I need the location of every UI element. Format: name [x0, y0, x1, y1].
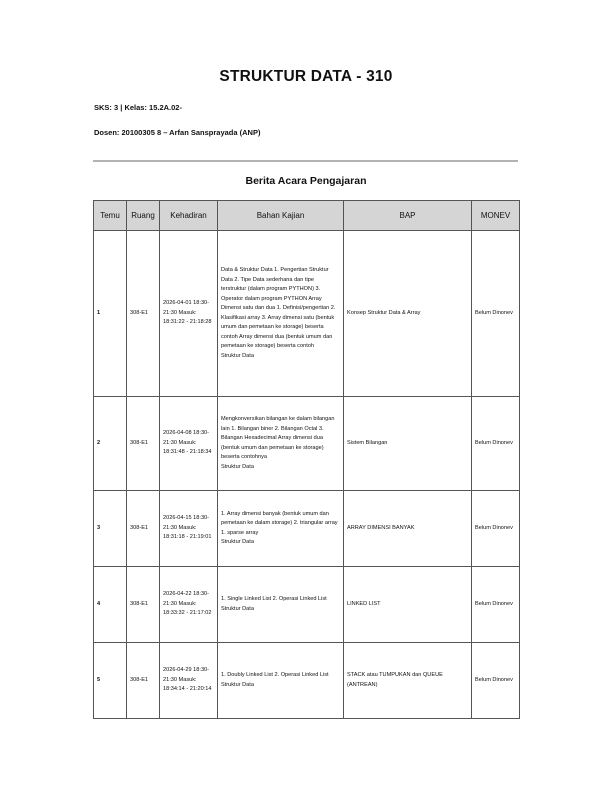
header-kehadiran: Kehadiran: [160, 201, 218, 231]
table-row: [94, 231, 520, 397]
bahan-tag: Struktur Data: [221, 352, 254, 359]
bahan-text: 1. Array dimensi banyak (bentuk umum dan pemetaan ke dalam storage) 2. triangular array 1. sparse array: [221, 510, 338, 536]
cell-monev: Belum Dinonev: [472, 567, 520, 643]
cell-bap: Sistem Bilangan: [344, 397, 472, 491]
cell-temu: 2: [94, 397, 127, 491]
header-monev: MONEV: [472, 201, 520, 231]
cell-ruang: 308-E1: [127, 397, 160, 491]
cell-ruang: 308-E1: [127, 643, 160, 719]
bahan-text: Mengkonversikan bilangan ke dalam bilangan lain 1. Bilangan biner 2. Bilangan Octal 3. Bilangan Hexadecimal Array dimensi dua (bentuk umum dan pemetaan ke storage) beserta contohnya: [221, 416, 335, 460]
cell-bahan-kajian: [218, 491, 344, 567]
cell-temu: 1: [94, 231, 127, 397]
cell-ruang: 308-E1: [127, 491, 160, 567]
cell-kehadiran: 2026-04-22 18:30-21:30 Masuk: 18:33:32 - 21:17:02: [160, 567, 218, 643]
header-temu: Temu: [94, 201, 127, 231]
cell-bap: ARRAY DIMENSI BANYAK: [344, 491, 472, 567]
bahan-tag: Struktur Data: [221, 681, 254, 688]
cell-ruang: 308-E1: [127, 567, 160, 643]
cell-bahan-kajian: [218, 231, 344, 397]
header-ruang: Ruang: [127, 201, 160, 231]
sks-kelas-line: SKS: 3 | Kelas: 15.2A.02-: [94, 103, 182, 112]
dosen-line: Dosen: 20100305 8 – Arfan Sansprayada (ANP): [94, 128, 261, 137]
bahan-tag: Struktur Data: [221, 539, 254, 545]
bahan-text: 1. Doubly Linked List 2. Operasi Linked List: [221, 672, 329, 678]
table-row: [94, 491, 520, 567]
table-header-row: [94, 201, 520, 231]
bap-table: [93, 200, 520, 719]
cell-temu: 5: [94, 643, 127, 719]
page-title: STRUKTUR DATA - 310: [219, 68, 393, 85]
bahan-text: 1. Single Linked List 2. Operasi Linked List: [221, 596, 327, 602]
bahan-tag: Struktur Data: [221, 463, 254, 470]
cell-bahan-kajian: [218, 567, 344, 643]
table-row: [94, 643, 520, 719]
cell-bap: STACK atau TUMPUKAN dan QUEUE (ANTREAN): [344, 643, 472, 719]
cell-temu: 4: [94, 567, 127, 643]
cell-monev: Belum Dinonev: [472, 491, 520, 567]
section-title: Berita Acara Pengajaran: [245, 175, 367, 187]
cell-kehadiran: 2026-04-08 18:30-21:30 Masuk: 18:31:48 - 21:18:34: [160, 397, 218, 491]
cell-bahan-kajian: [218, 397, 344, 491]
header-bahan-kajian: Bahan Kajian: [218, 201, 344, 231]
table-row: [94, 567, 520, 643]
header-bap: BAP: [344, 201, 472, 231]
bahan-text: Data & Struktur Data 1. Pengertian Struktur Data 2. Tipe Data sederhana dan tipe terstruktur (dalam program PYTHON) 3. Operator dalam program PYTHON Array Dimensi satu dan dua 1. Definisi/pengertian 2. Klasifikasi array 3. Array dimensi satu (bentuk umum dan pemetaan ke storage) beserta contoh Array dimensi dua (bentuk umum dan pemetaan ke storage) beserta contoh: [221, 267, 336, 349]
cell-monev: Belum Dinonev: [472, 231, 520, 397]
cell-bap: Konsep Struktur Data & Array: [344, 231, 472, 397]
cell-bahan-kajian: [218, 643, 344, 719]
cell-bap: LINKED LIST: [344, 567, 472, 643]
cell-kehadiran: 2026-04-01 18:30-21:30 Masuk: 18:31:22 - 21:18:28: [160, 231, 218, 397]
cell-temu: 3: [94, 491, 127, 567]
bahan-tag: Struktur Data: [221, 605, 254, 612]
cell-kehadiran: 2026-04-15 18:30-21:30 Masuk: 18:31:18 - 21:19:01: [160, 491, 218, 567]
horizontal-divider: [93, 160, 518, 162]
cell-kehadiran: 2026-04-29 18:30-21:30 Masuk: 18:34:14 - 21:20:14: [160, 643, 218, 719]
cell-monev: Belum Dinonev: [472, 643, 520, 719]
cell-ruang: 308-E1: [127, 231, 160, 397]
table-row: [94, 397, 520, 491]
cell-monev: Belum Dinonev: [472, 397, 520, 491]
